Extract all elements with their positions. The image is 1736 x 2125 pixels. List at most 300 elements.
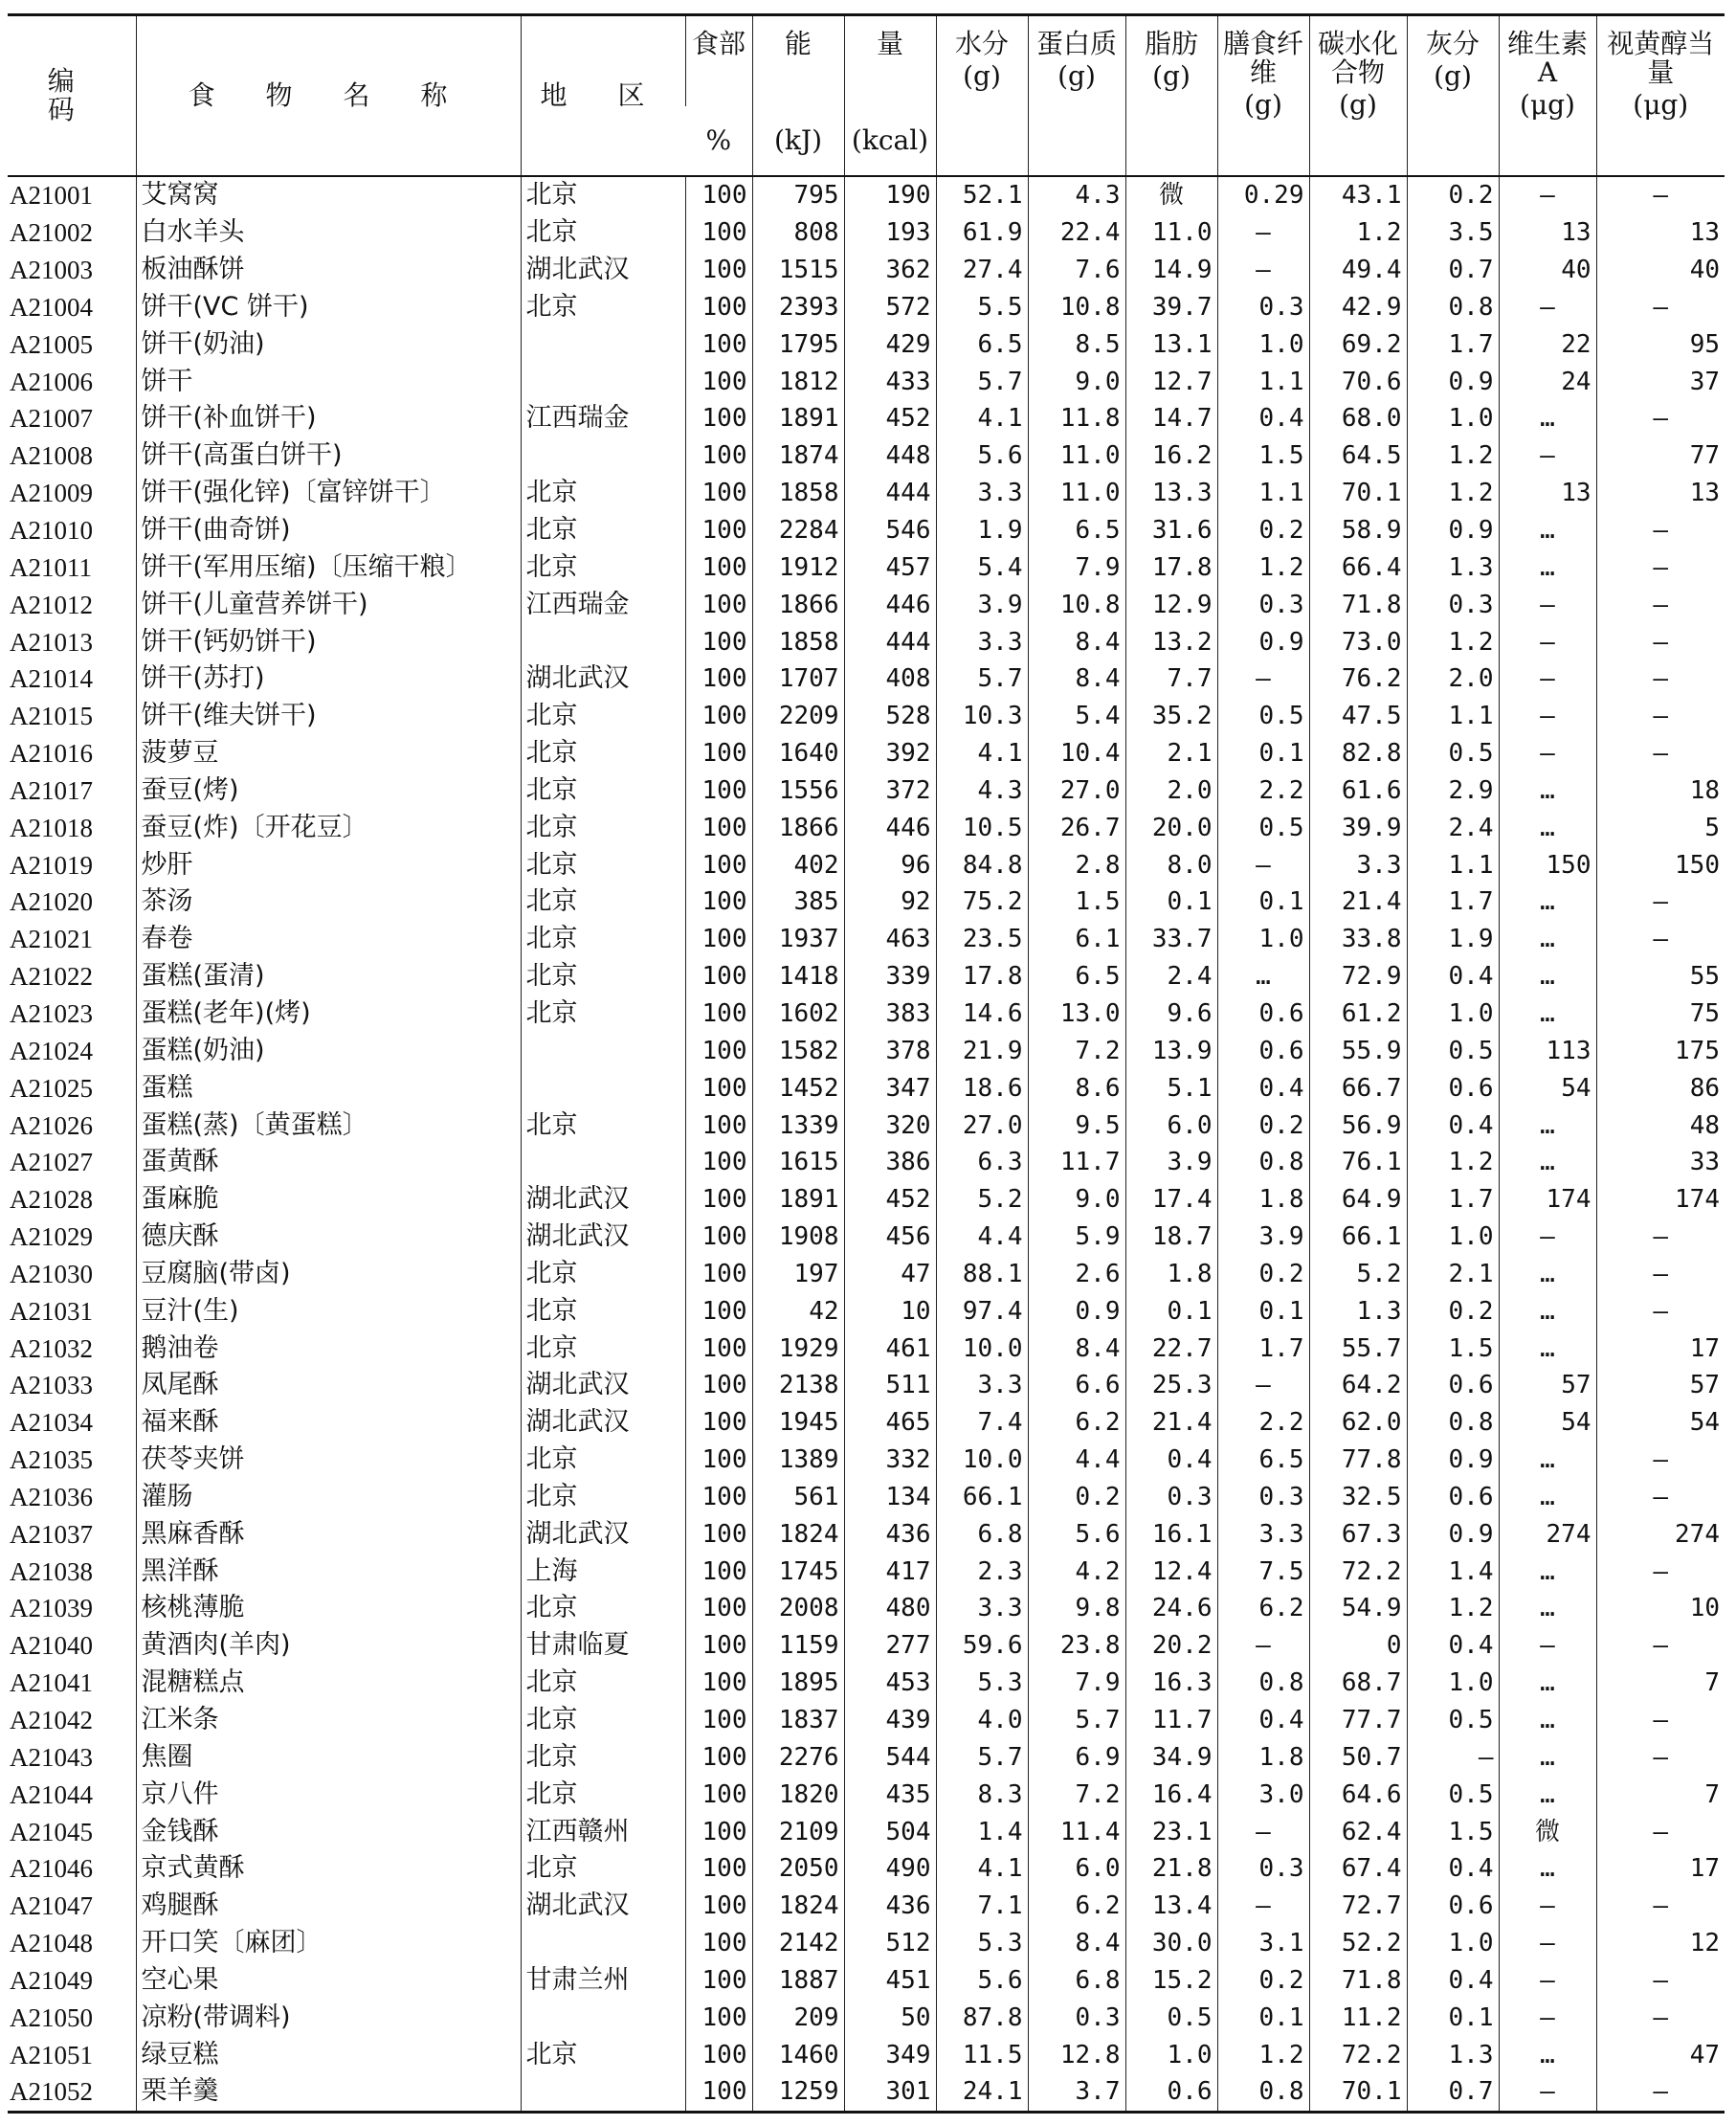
cell-energy-kcal: 457: [844, 548, 936, 586]
cell-region: 湖北武汉: [521, 1219, 685, 1256]
table-row: [8, 1181, 1725, 1219]
cell-dietary-fiber: 0.4: [1217, 1702, 1309, 1739]
cell-vitamin-a: …: [1499, 1553, 1596, 1590]
cell-energy-kcal: 456: [844, 1219, 936, 1256]
cell-energy-kj: 1515: [752, 252, 844, 289]
cell-carbohydrate: 3.3: [1309, 846, 1407, 884]
cell-ash: 0.3: [1407, 586, 1499, 623]
cell-dietary-fiber: 1.0: [1217, 325, 1309, 363]
cell-water: 5.3: [936, 1665, 1028, 1702]
cell-carbohydrate: 67.3: [1309, 1515, 1407, 1553]
cell-region: 湖北武汉: [521, 252, 685, 289]
cell-retinol-equivalent: —: [1596, 1738, 1725, 1776]
cell-retinol-equivalent: 13: [1596, 214, 1725, 252]
cell-code: A21001: [10, 181, 93, 211]
cell-protein: 8.4: [1028, 1925, 1125, 1962]
cell-water: 66.1: [936, 1479, 1028, 1516]
cell-retinol-equivalent: 57: [1596, 1367, 1725, 1404]
cell-ash: 1.7: [1407, 1181, 1499, 1219]
cell-water: 3.3: [936, 623, 1028, 660]
cell-dietary-fiber: 0.4: [1217, 1069, 1309, 1107]
table-row: [8, 1367, 1725, 1404]
header-energy-kj: 能: [752, 15, 844, 107]
cell-fat: 24.6: [1125, 1590, 1217, 1627]
cell-ash: 1.0: [1407, 1925, 1499, 1962]
cell-carbohydrate: 42.9: [1309, 289, 1407, 326]
cell-retinol-equivalent: —: [1596, 1813, 1725, 1850]
cell-dietary-fiber: —: [1217, 252, 1309, 289]
cell-fat: 18.7: [1125, 1219, 1217, 1256]
header-region: 地 区: [521, 15, 685, 177]
cell-vitamin-a: 150: [1499, 846, 1596, 884]
cell-retinol-equivalent: 40: [1596, 252, 1725, 289]
cell-water: 5.7: [936, 363, 1028, 400]
cell-code: A21008: [10, 441, 93, 471]
cell-vitamin-a: 40: [1499, 252, 1596, 289]
cell-food-name: 茶汤: [136, 884, 521, 921]
cell-energy-kj: 402: [752, 846, 844, 884]
cell-retinol-equivalent: —: [1596, 735, 1725, 772]
cell-protein: 5.4: [1028, 698, 1125, 735]
cell-region: 甘肃临夏: [521, 1627, 685, 1665]
cell-dietary-fiber: 0.29: [1217, 176, 1309, 214]
cell-energy-kcal: 504: [844, 1813, 936, 1850]
cell-vitamin-a: …: [1499, 1442, 1596, 1479]
cell-edible-portion: 100: [685, 884, 752, 921]
cell-water: 4.1: [936, 400, 1028, 437]
cell-energy-kj: 1460: [752, 2036, 844, 2073]
cell-vitamin-a: …: [1499, 1590, 1596, 1627]
cell-food-name: 艾窝窝: [136, 176, 521, 214]
cell-retinol-equivalent: 10: [1596, 1590, 1725, 1627]
cell-vitamin-a: —: [1499, 735, 1596, 772]
header-energy-kj-unit: (kJ): [752, 106, 844, 176]
cell-energy-kj: 1812: [752, 363, 844, 400]
cell-fat: 17.4: [1125, 1181, 1217, 1219]
cell-protein: 11.7: [1028, 1144, 1125, 1181]
cell-dietary-fiber: 1.7: [1217, 1330, 1309, 1367]
cell-food-name: 栗羊羹: [136, 2073, 521, 2112]
cell-protein: 12.8: [1028, 2036, 1125, 2073]
cell-energy-kcal: 451: [844, 1962, 936, 2000]
cell-dietary-fiber: …: [1217, 958, 1309, 995]
cell-fat: 23.1: [1125, 1813, 1217, 1850]
cell-energy-kj: 1908: [752, 1219, 844, 1256]
header-energy-kcal: 量: [844, 15, 936, 107]
table-row: [8, 1776, 1725, 1813]
header-edible: 食部: [685, 15, 752, 107]
cell-carbohydrate: 1.2: [1309, 214, 1407, 252]
cell-ash: 1.7: [1407, 325, 1499, 363]
cell-water: 8.3: [936, 1776, 1028, 1813]
cell-carbohydrate: 70.6: [1309, 363, 1407, 400]
cell-energy-kj: 2393: [752, 289, 844, 326]
cell-water: 61.9: [936, 214, 1028, 252]
cell-code: A21005: [10, 329, 93, 359]
cell-water: 4.3: [936, 772, 1028, 810]
cell-food-name: 江米条: [136, 1702, 521, 1739]
food-composition-table: [8, 13, 1725, 2114]
cell-fat: 0.5: [1125, 1999, 1217, 2036]
cell-water: 11.5: [936, 2036, 1028, 2073]
cell-carbohydrate: 76.1: [1309, 1144, 1407, 1181]
cell-edible-portion: 100: [685, 2073, 752, 2112]
food-composition-page: [8, 13, 1725, 2114]
table-body: [8, 176, 1725, 2112]
cell-fat: 16.4: [1125, 1776, 1217, 1813]
cell-code: A21034: [10, 1408, 93, 1438]
cell-edible-portion: 100: [685, 363, 752, 400]
cell-dietary-fiber: 0.2: [1217, 1107, 1309, 1144]
cell-retinol-equivalent: 274: [1596, 1515, 1725, 1553]
cell-code: A21050: [10, 2002, 93, 2032]
cell-fat: 12.9: [1125, 586, 1217, 623]
cell-energy-kj: 2138: [752, 1367, 844, 1404]
cell-food-name: 茯苓夹饼: [136, 1442, 521, 1479]
cell-vitamin-a: 54: [1499, 1069, 1596, 1107]
cell-vitamin-a: …: [1499, 1107, 1596, 1144]
cell-energy-kj: 1452: [752, 1069, 844, 1107]
cell-fat: 12.4: [1125, 1553, 1217, 1590]
cell-retinol-equivalent: 150: [1596, 846, 1725, 884]
cell-code: A21013: [10, 627, 93, 657]
cell-fat: 15.2: [1125, 1962, 1217, 2000]
cell-edible-portion: 100: [685, 1219, 752, 1256]
cell-retinol-equivalent: 174: [1596, 1181, 1725, 1219]
cell-ash: —: [1407, 1738, 1499, 1776]
table-row: [8, 1999, 1725, 2036]
cell-code: A21037: [10, 1519, 93, 1549]
cell-energy-kj: 1159: [752, 1627, 844, 1665]
cell-food-name: 饼干(维夫饼干): [136, 698, 521, 735]
cell-protein: 6.5: [1028, 958, 1125, 995]
cell-region: [521, 325, 685, 363]
cell-food-name: 豆汁(生): [136, 1292, 521, 1330]
cell-code: A21017: [10, 775, 93, 805]
cell-energy-kcal: 332: [844, 1442, 936, 1479]
cell-edible-portion: 100: [685, 1107, 752, 1144]
cell-retinol-equivalent: 48: [1596, 1107, 1725, 1144]
cell-ash: 1.2: [1407, 1144, 1499, 1181]
cell-retinol-equivalent: 86: [1596, 1069, 1725, 1107]
cell-edible-portion: 100: [685, 1032, 752, 1069]
cell-energy-kcal: 96: [844, 846, 936, 884]
table-row: [8, 846, 1725, 884]
header-retinol-unit: (μg): [1633, 89, 1689, 121]
table-row: [8, 548, 1725, 586]
cell-region: [521, 1032, 685, 1069]
cell-region: 北京: [521, 958, 685, 995]
cell-vitamin-a: …: [1499, 921, 1596, 958]
cell-ash: 0.9: [1407, 1442, 1499, 1479]
cell-energy-kcal: 444: [844, 475, 936, 512]
cell-food-name: 饼干(VC 饼干): [136, 289, 521, 326]
cell-edible-portion: 100: [685, 1367, 752, 1404]
cell-fat: 13.2: [1125, 623, 1217, 660]
cell-energy-kj: 1745: [752, 1553, 844, 1590]
cell-protein: 11.4: [1028, 1813, 1125, 1850]
cell-carbohydrate: 47.5: [1309, 698, 1407, 735]
cell-vitamin-a: —: [1499, 586, 1596, 623]
cell-vitamin-a: —: [1499, 1219, 1596, 1256]
cell-food-name: 蛋糕(奶油): [136, 1032, 521, 1069]
cell-carbohydrate: 71.8: [1309, 1962, 1407, 2000]
cell-energy-kcal: 47: [844, 1255, 936, 1292]
cell-vitamin-a: …: [1499, 400, 1596, 437]
cell-fat: 0.1: [1125, 884, 1217, 921]
cell-carbohydrate: 61.6: [1309, 772, 1407, 810]
cell-region: 北京: [521, 809, 685, 846]
cell-protein: 10.8: [1028, 586, 1125, 623]
cell-region: 北京: [521, 1738, 685, 1776]
cell-food-name: 豆腐脑(带卤): [136, 1255, 521, 1292]
table-row: [8, 1850, 1725, 1888]
cell-ash: 0.4: [1407, 1962, 1499, 2000]
cell-edible-portion: 100: [685, 252, 752, 289]
cell-vitamin-a: …: [1499, 809, 1596, 846]
cell-fat: 2.0: [1125, 772, 1217, 810]
cell-carbohydrate: 58.9: [1309, 512, 1407, 549]
cell-energy-kj: 1866: [752, 809, 844, 846]
cell-vitamin-a: …: [1499, 1144, 1596, 1181]
cell-water: 4.1: [936, 735, 1028, 772]
cell-edible-portion: 100: [685, 1069, 752, 1107]
cell-dietary-fiber: 1.8: [1217, 1181, 1309, 1219]
cell-food-name: 饼干(苏打): [136, 660, 521, 698]
cell-energy-kj: 1820: [752, 1776, 844, 1813]
header-ash: 灰分 (g): [1407, 15, 1499, 177]
cell-vitamin-a: …: [1499, 1292, 1596, 1330]
cell-ash: 0.2: [1407, 1292, 1499, 1330]
cell-water: 5.6: [936, 1962, 1028, 2000]
cell-vitamin-a: …: [1499, 1702, 1596, 1739]
cell-code: A21026: [10, 1110, 93, 1140]
cell-water: 52.1: [936, 176, 1028, 214]
cell-vitamin-a: …: [1499, 1738, 1596, 1776]
cell-code: A21030: [10, 1259, 93, 1288]
cell-region: 北京: [521, 698, 685, 735]
cell-vitamin-a: …: [1499, 772, 1596, 810]
cell-food-name: 绿豆糕: [136, 2036, 521, 2073]
table-row: [8, 1665, 1725, 1702]
cell-water: 3.9: [936, 586, 1028, 623]
cell-code: A21009: [10, 479, 93, 508]
cell-region: 上海: [521, 1553, 685, 1590]
cell-energy-kj: 385: [752, 884, 844, 921]
cell-dietary-fiber: 1.2: [1217, 548, 1309, 586]
cell-water: 59.6: [936, 1627, 1028, 1665]
cell-ash: 1.0: [1407, 1665, 1499, 1702]
table-row: [8, 325, 1725, 363]
cell-protein: 2.8: [1028, 846, 1125, 884]
cell-ash: 0.2: [1407, 176, 1499, 214]
table-row: [8, 1553, 1725, 1590]
cell-ash: 0.6: [1407, 1479, 1499, 1516]
cell-energy-kj: 209: [752, 1999, 844, 2036]
cell-energy-kj: 1912: [752, 548, 844, 586]
cell-protein: 13.0: [1028, 995, 1125, 1033]
cell-energy-kcal: 50: [844, 1999, 936, 2036]
cell-retinol-equivalent: 17: [1596, 1330, 1725, 1367]
cell-water: 5.4: [936, 548, 1028, 586]
cell-food-name: 春卷: [136, 921, 521, 958]
cell-fat: 0.3: [1125, 1479, 1217, 1516]
cell-edible-portion: 100: [685, 1627, 752, 1665]
cell-energy-kcal: 490: [844, 1850, 936, 1888]
cell-energy-kcal: 435: [844, 1776, 936, 1813]
cell-edible-portion: 100: [685, 1330, 752, 1367]
cell-energy-kcal: 386: [844, 1144, 936, 1181]
cell-edible-portion: 100: [685, 1850, 752, 1888]
cell-water: 5.7: [936, 1738, 1028, 1776]
cell-dietary-fiber: 0.1: [1217, 735, 1309, 772]
cell-dietary-fiber: 0.8: [1217, 1144, 1309, 1181]
cell-food-name: 饼干(强化锌)〔富锌饼干〕: [136, 475, 521, 512]
cell-energy-kj: 1866: [752, 586, 844, 623]
cell-energy-kj: 1891: [752, 400, 844, 437]
cell-ash: 0.5: [1407, 1032, 1499, 1069]
cell-code: A21035: [10, 1445, 93, 1475]
table-row: [8, 1962, 1725, 2000]
cell-edible-portion: 100: [685, 921, 752, 958]
cell-energy-kcal: 320: [844, 1107, 936, 1144]
cell-food-name: 饼干(曲奇饼): [136, 512, 521, 549]
table-row: [8, 698, 1725, 735]
cell-fat: 14.9: [1125, 252, 1217, 289]
cell-region: 甘肃兰州: [521, 1962, 685, 2000]
cell-energy-kcal: 301: [844, 2073, 936, 2112]
cell-retinol-equivalent: —: [1596, 660, 1725, 698]
cell-water: 10.0: [936, 1330, 1028, 1367]
cell-region: 北京: [521, 176, 685, 214]
cell-energy-kcal: 417: [844, 1553, 936, 1590]
cell-fat: 1.0: [1125, 2036, 1217, 2073]
cell-energy-kcal: 446: [844, 809, 936, 846]
cell-edible-portion: 100: [685, 1813, 752, 1850]
cell-retinol-equivalent: —: [1596, 884, 1725, 921]
header-fat-unit: (g): [1152, 60, 1191, 92]
cell-fat: 0.6: [1125, 2073, 1217, 2112]
cell-protein: 4.3: [1028, 176, 1125, 214]
cell-energy-kcal: 511: [844, 1367, 936, 1404]
header-carb-unit: (g): [1339, 89, 1377, 121]
cell-retinol-equivalent: —: [1596, 176, 1725, 214]
cell-edible-portion: 100: [685, 1292, 752, 1330]
cell-food-name: 饼干(奶油): [136, 325, 521, 363]
cell-region: 北京: [521, 512, 685, 549]
table-row: [8, 289, 1725, 326]
cell-water: 5.7: [936, 660, 1028, 698]
cell-code: A21027: [10, 1148, 93, 1177]
table-row: [8, 214, 1725, 252]
table-row: [8, 252, 1725, 289]
cell-vitamin-a: …: [1499, 548, 1596, 586]
cell-region: 北京: [521, 289, 685, 326]
cell-energy-kcal: 528: [844, 698, 936, 735]
cell-energy-kcal: 383: [844, 995, 936, 1033]
cell-retinol-equivalent: —: [1596, 623, 1725, 660]
table-row: [8, 1813, 1725, 1850]
cell-code: A21007: [10, 404, 93, 434]
cell-ash: 0.9: [1407, 363, 1499, 400]
cell-fat: 6.0: [1125, 1107, 1217, 1144]
header-protein-unit: (g): [1057, 60, 1096, 92]
cell-retinol-equivalent: —: [1596, 698, 1725, 735]
cell-water: 1.9: [936, 512, 1028, 549]
cell-ash: 0.9: [1407, 1515, 1499, 1553]
header-ash-unit: (g): [1434, 60, 1472, 92]
cell-edible-portion: 100: [685, 437, 752, 475]
cell-edible-portion: 100: [685, 512, 752, 549]
cell-ash: 1.3: [1407, 548, 1499, 586]
cell-fat: 22.7: [1125, 1330, 1217, 1367]
cell-code: A21006: [10, 367, 93, 396]
cell-ash: 0.1: [1407, 1999, 1499, 2036]
cell-protein: 23.8: [1028, 1627, 1125, 1665]
cell-energy-kj: 2276: [752, 1738, 844, 1776]
cell-retinol-equivalent: —: [1596, 1627, 1725, 1665]
cell-protein: 5.7: [1028, 1702, 1125, 1739]
cell-carbohydrate: 72.9: [1309, 958, 1407, 995]
cell-retinol-equivalent: 37: [1596, 363, 1725, 400]
cell-region: [521, 1069, 685, 1107]
cell-energy-kj: 1556: [752, 772, 844, 810]
cell-protein: 0.3: [1028, 1999, 1125, 2036]
table-row: [8, 475, 1725, 512]
cell-code: A21012: [10, 590, 93, 619]
cell-energy-kcal: 92: [844, 884, 936, 921]
cell-carbohydrate: 66.1: [1309, 1219, 1407, 1256]
cell-protein: 10.4: [1028, 735, 1125, 772]
cell-protein: 6.0: [1028, 1850, 1125, 1888]
cell-ash: 1.4: [1407, 1553, 1499, 1590]
cell-food-name: 黄酒肉(羊肉): [136, 1627, 521, 1665]
cell-ash: 1.7: [1407, 884, 1499, 921]
cell-code: A21019: [10, 850, 93, 880]
cell-edible-portion: 100: [685, 1515, 752, 1553]
cell-carbohydrate: 66.7: [1309, 1069, 1407, 1107]
table-row: [8, 921, 1725, 958]
cell-dietary-fiber: 6.5: [1217, 1442, 1309, 1479]
cell-protein: 8.4: [1028, 1330, 1125, 1367]
cell-edible-portion: 100: [685, 958, 752, 995]
cell-vitamin-a: —: [1499, 623, 1596, 660]
cell-fat: 0.1: [1125, 1292, 1217, 1330]
cell-food-name: 饼干(儿童营养饼干): [136, 586, 521, 623]
cell-region: 北京: [521, 1442, 685, 1479]
cell-vitamin-a: …: [1499, 958, 1596, 995]
cell-edible-portion: 100: [685, 1479, 752, 1516]
cell-ash: 1.2: [1407, 1590, 1499, 1627]
cell-dietary-fiber: 1.1: [1217, 363, 1309, 400]
cell-water: 75.2: [936, 884, 1028, 921]
cell-fat: 0.4: [1125, 1442, 1217, 1479]
cell-fat: 1.8: [1125, 1255, 1217, 1292]
cell-energy-kcal: 408: [844, 660, 936, 698]
cell-energy-kcal: 465: [844, 1404, 936, 1442]
cell-edible-portion: 100: [685, 289, 752, 326]
cell-ash: 1.9: [1407, 921, 1499, 958]
cell-energy-kcal: 433: [844, 363, 936, 400]
cell-energy-kcal: 347: [844, 1069, 936, 1107]
cell-energy-kj: 2008: [752, 1590, 844, 1627]
cell-code: A21032: [10, 1333, 93, 1363]
cell-dietary-fiber: —: [1217, 846, 1309, 884]
cell-vitamin-a: …: [1499, 884, 1596, 921]
cell-water: 7.1: [936, 1888, 1028, 1925]
cell-protein: 6.8: [1028, 1962, 1125, 2000]
cell-code: A21040: [10, 1631, 93, 1661]
